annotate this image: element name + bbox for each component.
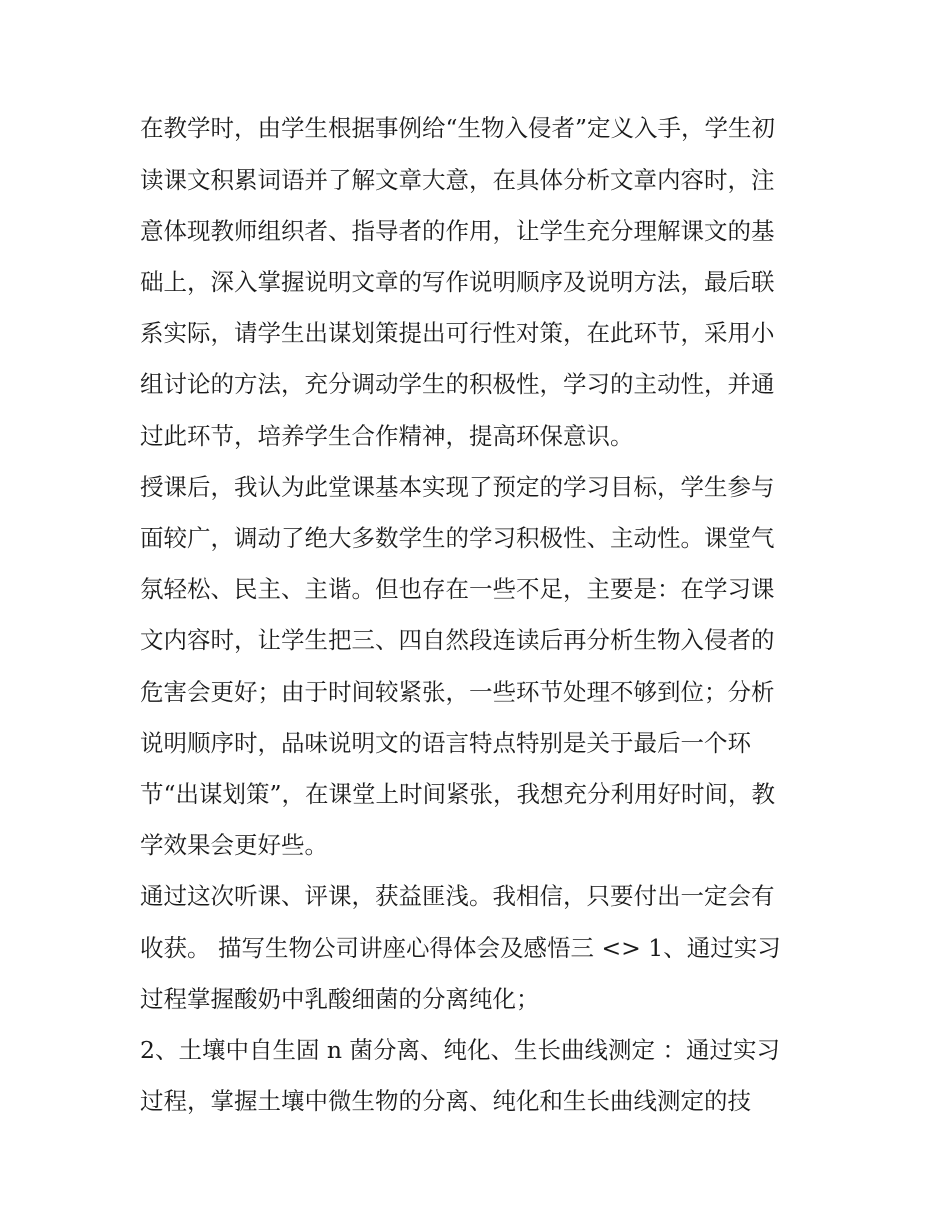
text-line: 意体现教师组织者、指导者的作用，让学生充分理解课文的基 bbox=[140, 217, 775, 245]
text-line: 说明顺序时，品味说明文的语言特点特别是关于最后一个环 bbox=[140, 729, 751, 757]
text-line: 通过这次听课、评课，获益匪浅。我相信，只要付出一定会有 bbox=[140, 882, 775, 910]
text-line: 危害会更好；由于时间较紧张，一些环节处理不够到位；分析 bbox=[140, 678, 775, 706]
text-line: 节“出谋划策”，在课堂上时间紧张，我想充分利用好时间，教 bbox=[140, 780, 776, 808]
text-line: 学效果会更好些。 bbox=[140, 831, 328, 859]
text-line: 氛轻松、民主、主谐。但也存在一些不足，主要是：在学习课 bbox=[140, 575, 775, 603]
text-line: 面较广，调动了绝大多数学生的学习积极性、主动性。课堂气 bbox=[140, 524, 775, 552]
text-line: 组讨论的方法，充分调动学生的积极性，学习的主动性，并通 bbox=[140, 370, 775, 398]
text-line: 过程掌握酸奶中乳酸细菌的分离纯化； bbox=[140, 985, 540, 1013]
text-line: 础上，深入掌握说明文章的写作说明顺序及说明方法，最后联 bbox=[140, 268, 775, 296]
text-line: 读课文积累词语并了解文章大意，在具体分析文章内容时，注 bbox=[140, 166, 775, 194]
text-line: 过此环节，培养学生合作精神，提高环保意识。 bbox=[140, 422, 634, 450]
text-line: 过程，掌握土壤中微生物的分离、纯化和生长曲线测定的技 bbox=[140, 1087, 751, 1115]
text-line: 在教学时，由学生根据事例给“生物入侵者”定义入手，学生初 bbox=[140, 114, 776, 142]
text-line: 2、土壤中自生固 n 菌分离、纯化、生长曲线测定 ：通过实习 bbox=[140, 1036, 780, 1064]
text-line: 收获。 描写生物公司讲座心得体会及感悟三 <> 1、通过实习 bbox=[140, 934, 781, 962]
text-line: 系实际，请学生出谋划策提出可行性对策，在此环节，采用小 bbox=[140, 319, 775, 347]
text-line: 授课后，我认为此堂课基本实现了预定的学习目标，学生参与 bbox=[140, 473, 775, 501]
text-line: 文内容时，让学生把三、四自然段连读后再分析生物入侵者的 bbox=[140, 626, 775, 654]
